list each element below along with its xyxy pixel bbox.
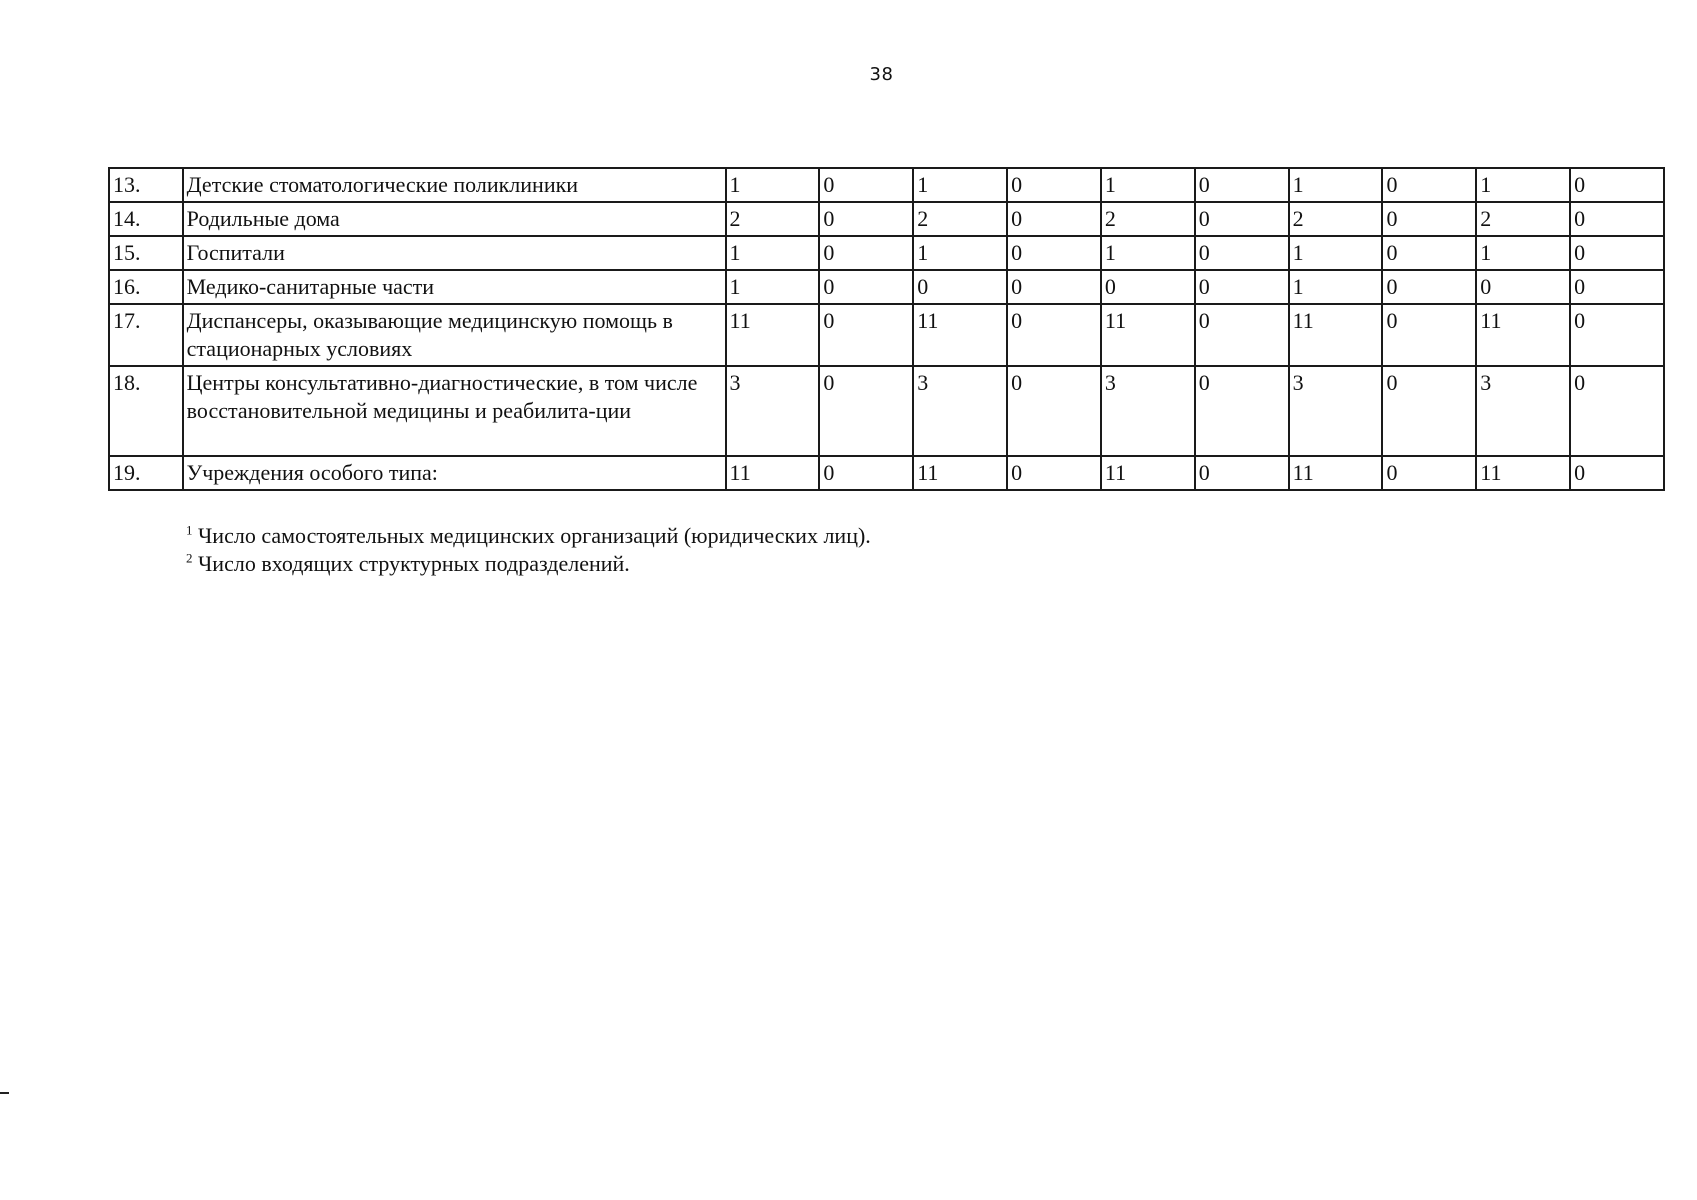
value-cell: 0 [1570,236,1664,270]
value-cell: 0 [1570,366,1664,456]
value-cell: 11 [1101,304,1195,366]
table-row [109,202,1664,236]
value-cell: 0 [1382,366,1476,456]
value-cell: 0 [1195,270,1289,304]
footnote [186,522,871,550]
value-cell: 1 [1289,168,1383,202]
value-cell: 0 [1382,168,1476,202]
value-cell: 0 [1195,456,1289,490]
footnote-text: Число самостоятельных медицинских организаций (юридических лиц). [198,523,871,548]
value-cell: 0 [1382,456,1476,490]
table-row [109,366,1664,456]
page-number: 38 [869,64,894,85]
value-cell: 0 [1101,270,1195,304]
value-cell: 0 [1570,304,1664,366]
value-cell: 1 [1101,168,1195,202]
value-cell: 11 [1101,456,1195,490]
value-cell: 0 [1476,270,1570,304]
value-cell: 1 [726,168,820,202]
row-number: 14. [109,202,183,236]
value-cell: 0 [1195,366,1289,456]
value-cell: 1 [913,168,1007,202]
table-row [109,236,1664,270]
row-number: 15. [109,236,183,270]
row-name: Учреждения особого типа: [183,456,726,490]
value-cell: 0 [819,366,913,456]
value-cell: 2 [726,202,820,236]
row-name: Центры консультативно-диагностические, в том числе восстановительной медицины и реабилита-ции [183,366,726,456]
margin-mark [0,1092,9,1094]
value-cell: 11 [726,304,820,366]
value-cell: 11 [1476,456,1570,490]
value-cell: 0 [1195,304,1289,366]
value-cell: 3 [726,366,820,456]
value-cell: 0 [1195,168,1289,202]
footnote [186,550,871,578]
value-cell: 11 [913,456,1007,490]
value-cell: 0 [1007,304,1101,366]
value-cell: 2 [1101,202,1195,236]
value-cell: 0 [1570,202,1664,236]
row-name: Госпитали [183,236,726,270]
table-row [109,456,1664,490]
value-cell: 0 [819,456,913,490]
row-name: Родильные дома [183,202,726,236]
value-cell: 0 [819,202,913,236]
value-cell: 1 [1289,236,1383,270]
value-cell: 0 [1007,236,1101,270]
value-cell: 0 [819,168,913,202]
value-cell: 0 [1570,456,1664,490]
footnotes [186,522,871,578]
value-cell: 0 [1007,456,1101,490]
row-number: 16. [109,270,183,304]
value-cell: 0 [819,270,913,304]
row-number: 19. [109,456,183,490]
value-cell: 0 [1195,202,1289,236]
table-row [109,304,1664,366]
value-cell: 0 [819,236,913,270]
value-cell: 3 [1101,366,1195,456]
table-row [109,168,1664,202]
footnote-text: Число входящих структурных подразделений. [198,551,630,576]
row-name: Медико-санитарные части [183,270,726,304]
value-cell: 0 [1570,270,1664,304]
value-cell: 3 [1476,366,1570,456]
value-cell: 11 [726,456,820,490]
value-cell: 0 [1382,236,1476,270]
value-cell: 0 [1382,202,1476,236]
row-number: 13. [109,168,183,202]
value-cell: 1 [1101,236,1195,270]
value-cell: 0 [1382,304,1476,366]
value-cell: 11 [913,304,1007,366]
row-name: Диспансеры, оказывающие медицинскую помощь в стационарных условиях [183,304,726,366]
statistics-table [108,167,1665,491]
value-cell: 1 [1476,168,1570,202]
value-cell: 11 [1289,304,1383,366]
value-cell: 11 [1476,304,1570,366]
row-name: Детские стоматологические поликлиники [183,168,726,202]
value-cell: 3 [913,366,1007,456]
value-cell: 2 [1289,202,1383,236]
table-row [109,270,1664,304]
value-cell: 1 [1289,270,1383,304]
value-cell: 0 [1195,236,1289,270]
value-cell: 0 [1382,270,1476,304]
value-cell: 0 [1007,366,1101,456]
value-cell: 0 [1007,168,1101,202]
value-cell: 3 [1289,366,1383,456]
footnote-marker: 1 [186,522,193,538]
value-cell: 0 [913,270,1007,304]
value-cell: 2 [913,202,1007,236]
value-cell: 1 [726,270,820,304]
value-cell: 0 [1007,270,1101,304]
footnote-marker: 2 [186,550,193,566]
value-cell: 0 [819,304,913,366]
value-cell: 1 [726,236,820,270]
value-cell: 2 [1476,202,1570,236]
table-body [109,168,1664,490]
value-cell: 11 [1289,456,1383,490]
value-cell: 0 [1007,202,1101,236]
value-cell: 0 [1570,168,1664,202]
value-cell: 1 [1476,236,1570,270]
value-cell: 1 [913,236,1007,270]
row-number: 18. [109,366,183,456]
row-number: 17. [109,304,183,366]
